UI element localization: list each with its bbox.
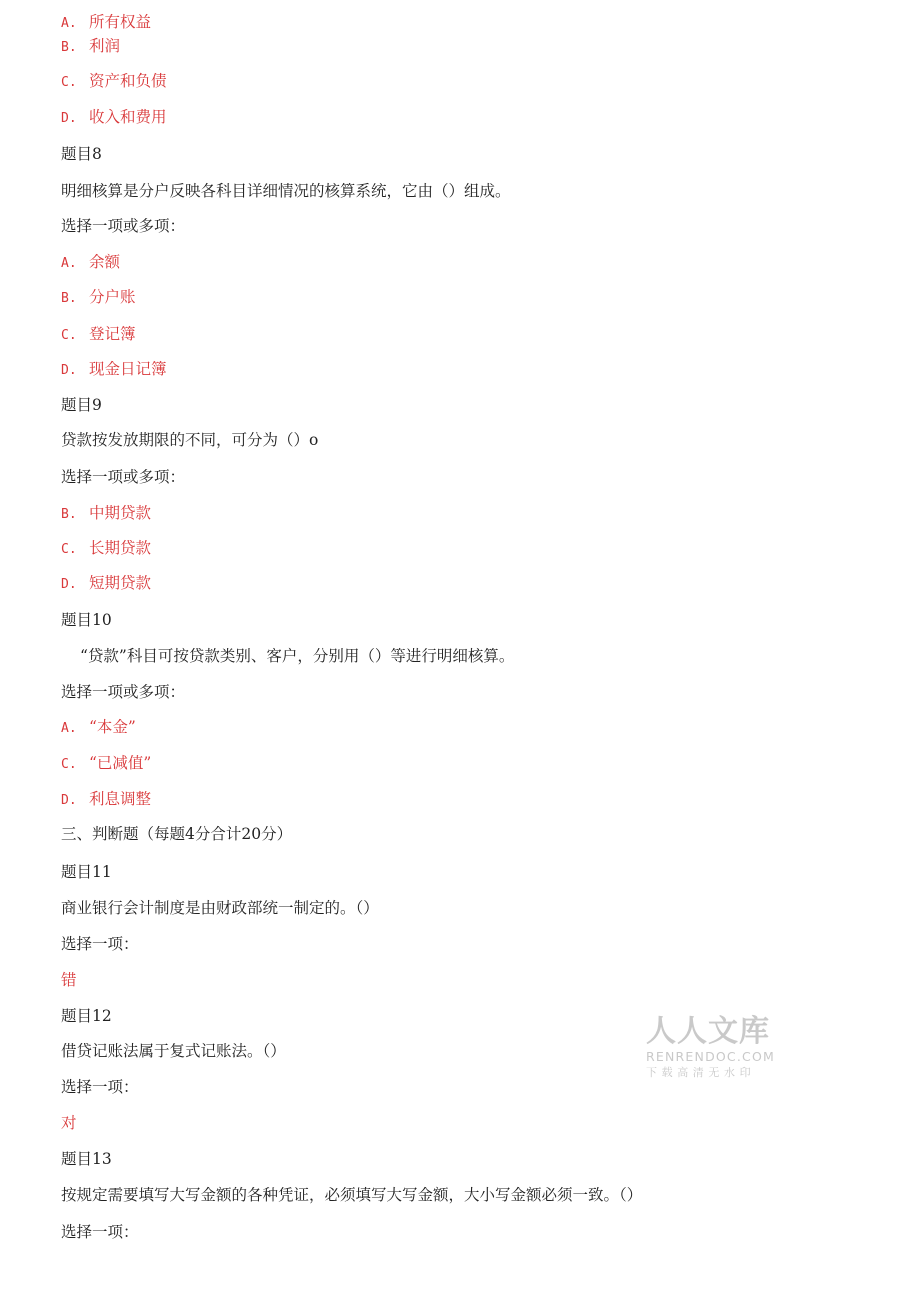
option-letter: D.	[61, 577, 77, 592]
q12-title: 题目12	[61, 1007, 112, 1025]
section-heading: 三、判断题（每题4分合计20分）	[61, 825, 293, 843]
q13-prompt: 选择一项：	[61, 1223, 139, 1241]
q10-option-d[interactable]	[61, 789, 151, 811]
q11-prompt: 选择一项：	[61, 935, 139, 953]
q10-title: 题目10	[61, 611, 112, 629]
option-text: 登记簿	[89, 325, 136, 343]
q13-title: 题目13	[61, 1150, 112, 1168]
q8-prompt: 选择一项或多项：	[61, 217, 186, 235]
option-letter: D.	[61, 793, 77, 808]
q10-option-a[interactable]	[61, 717, 136, 739]
q13-question: 按规定需要填写大写金额的各种凭证，必须填写大写金额，大小写金额必须一致。（）	[61, 1186, 643, 1204]
option-text: 分户账	[89, 288, 136, 306]
q8-option-a[interactable]	[61, 252, 120, 274]
q8-option-d[interactable]	[61, 359, 167, 381]
option-letter: C.	[61, 757, 77, 772]
q8-option-c[interactable]	[61, 324, 136, 346]
option-letter: B.	[61, 507, 77, 522]
q9-prompt: 选择一项或多项：	[61, 468, 186, 486]
q11-answer[interactable]: 错	[61, 971, 77, 989]
option-letter: C.	[61, 542, 77, 557]
option-letter: A.	[61, 256, 77, 271]
q9-title: 题目9	[61, 396, 102, 414]
watermark-logo	[646, 1016, 774, 1080]
option-text: 余额	[89, 253, 121, 271]
watermark-title: 人人文库	[646, 1014, 770, 1049]
q7-option-a[interactable]	[61, 12, 151, 34]
q9-question: 贷款按发放期限的不同，可分为（）o	[61, 431, 319, 449]
q9-option-b[interactable]	[61, 503, 151, 525]
option-letter: C.	[61, 75, 77, 90]
watermark-url: RENRENDOC.COM	[646, 1049, 775, 1064]
option-letter: A.	[61, 721, 77, 736]
option-letter: D.	[61, 363, 77, 378]
q10-question: “贷款”科目可按贷款类别、客户，分别用（）等进行明细核算。	[80, 647, 515, 665]
option-text: 现金日记簿	[89, 360, 167, 378]
q12-answer[interactable]: 对	[61, 1114, 77, 1132]
q9-option-d[interactable]	[61, 573, 151, 595]
q11-question: 商业银行会计制度是由财政部统一制定的。（）	[61, 899, 379, 917]
q7-option-c[interactable]	[61, 71, 167, 93]
q10-option-c[interactable]	[61, 753, 151, 775]
q7-option-b[interactable]	[61, 36, 120, 58]
option-letter: B.	[61, 40, 77, 55]
q11-title: 题目11	[61, 863, 112, 881]
option-letter: A.	[61, 16, 77, 31]
q12-prompt: 选择一项：	[61, 1078, 139, 1096]
q7-option-d[interactable]	[61, 107, 167, 129]
q12-question: 借贷记账法属于复式记账法。（）	[61, 1042, 286, 1060]
q8-option-b[interactable]	[61, 287, 136, 309]
option-text: 所有权益	[89, 13, 152, 31]
option-letter: D.	[61, 111, 77, 126]
option-text: “本金”	[89, 718, 136, 736]
option-text: 利润	[89, 37, 121, 55]
option-text: 长期贷款	[89, 539, 152, 557]
q8-question: 明细核算是分户反映各科目详细情况的核算系统，它由（）组成。	[61, 182, 511, 200]
q9-option-c[interactable]	[61, 538, 151, 560]
option-text: 中期贷款	[89, 504, 152, 522]
watermark-subtitle: 下载高清无水印	[646, 1066, 756, 1079]
option-letter: C.	[61, 328, 77, 343]
option-text: 利息调整	[89, 790, 152, 808]
q10-prompt: 选择一项或多项：	[61, 683, 186, 701]
option-text: “已减值”	[89, 754, 152, 772]
option-text: 资产和负债	[89, 72, 167, 90]
q8-title: 题目8	[61, 145, 102, 163]
option-text: 收入和费用	[89, 108, 167, 126]
option-letter: B.	[61, 291, 77, 306]
option-text: 短期贷款	[89, 574, 152, 592]
